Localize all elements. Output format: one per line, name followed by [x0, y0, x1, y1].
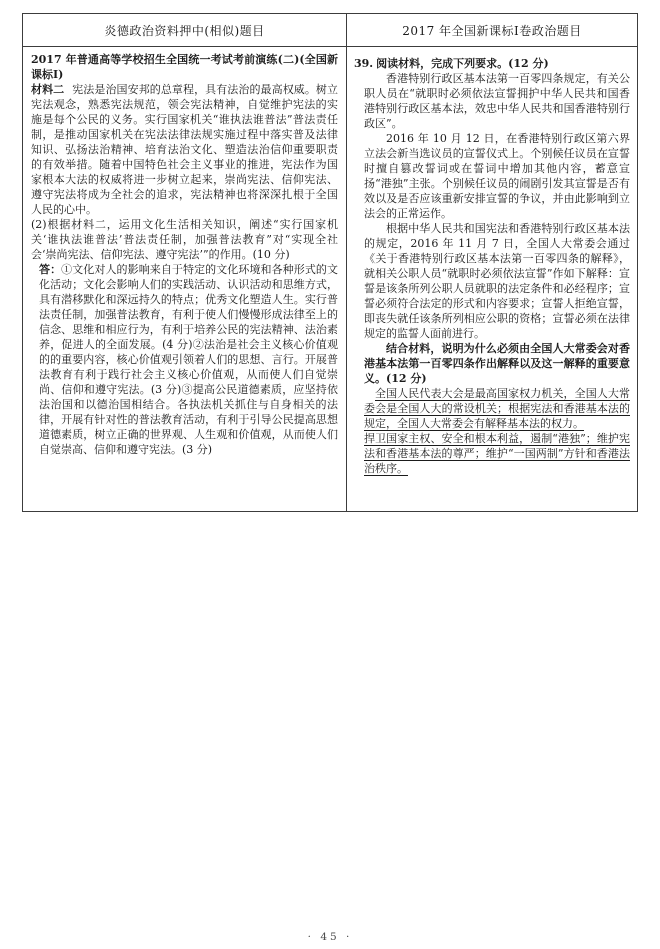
exam-title: 2017 年普通高等学校招生全国统一考试考前演练(二)(全国新课标Ⅰ) [31, 53, 338, 81]
question-39-heading [354, 56, 630, 71]
material-paragraph-1: 香港特别行政区基本法第一百零四条规定，有关公职人员在“就职时必须依法宣誓拥护中华人民共和国香港特别行政区基本法，效忠中华人民共和国香港特别行政区”。 [364, 72, 630, 130]
material-label: 材料二 [31, 83, 65, 96]
table-header-row [23, 14, 637, 47]
header-cell-national-exam: 2017 年全国新课标Ⅰ卷政治题目 [402, 23, 582, 38]
table-body-row [23, 47, 637, 511]
underlined-answer-1: 全国人民代表大会是最高国家权力机关，全国人大常委会是全国人大的常设机关；根据宪法和香港基本法的规定，全国人大常委会有解释基本法的权力。 [364, 387, 630, 430]
material-paragraph [31, 82, 338, 217]
comparison-table [22, 13, 638, 512]
header-cell-similar-questions: 炎德政治资料押中(相似)题目 [23, 14, 347, 46]
question-number: 39. [354, 57, 374, 70]
page-number: · 45 · [307, 931, 353, 943]
answer-text: ①文化对人的影响来自于特定的文化环境和各种形式的文化活动；文化会影响人们的实践活动、认识活动和思维方式，具有潜移默化和深远持久的特点；优秀文化塑造人生。实行普法责任制，加强普法教育，有利于使人们慢慢形成法律至上的信念、思维和相应行为，有利于培养公民的宪法精神、法治素养，促进人的全面发展。(4 分)②法治是社会主义核心价值观的的重要内容，核心价值观引领着人们的思想、言行。开展普法教育有利于践行社会主义核心价值观，从而使人们自觉崇尚、信仰和遵守宪法。(3 分)③提高公民道德素质，应坚持依法治国和以德治国相结合。各执法机关抓住与自身相关的法律，开展有针对性的普法教育活动，有利于引导公民提高思想道德素质，树立正确的世界观、人生观和价值观，从而使人们自觉崇高、信仰和遵守宪法。(3 分) [39, 263, 339, 456]
material-paragraph-2: 2016 年 10 月 12 日，在香港特别行政区第六界立法会新当选议员的宣誓仪式上。个别候任议员在宣誓时擅自篡改誓词或在誓词中增加其他内容，蓄意宣扬“港独”主张。个别候任议员的闹剧引发其宣誓是否有效以及是否应该重新安排宣誓的争议，并由此影响到立法会的正常运作。 [364, 132, 630, 220]
material-text: 宪法是治国安邦的总章程，具有法治的最高权威。树立宪法观念，熟悉宪法规范，领会宪法精神，自觉维护宪法的实施是每个公民的义务。实行国家机关“谁执法谁普法”普法责任制，是推动国家机关在宪法法律法规实施过程中落实普及法律知识、弘扬法治精神、培育法治文化、塑造法治信仰重要职责的有效举措。随着中国特色社会主义事业的推进，宪法作为国家根本大法的权威将进一步树立起来，崇尚宪法、信仰宪法、遵守宪法将成为全社会的追求，宪法精神也将深深扎根于全国人民的心中。 [31, 83, 339, 216]
task-paragraph: 结合材料，说明为什么必须由全国人大常委会对香港基本法第一百零四条作出解释以及这一解释的重要意义。(12 分) [364, 342, 630, 385]
underlined-answer-2: 捍卫国家主权、安全和根本利益，遏制“港独”；维护宪法和香港基本法的尊严；维护“一国两制”方针和香港法治秩序。 [364, 432, 630, 475]
question-paragraph: (2)根据材料二，运用文化生活相关知识，阐述“实行国家机关‘谁执法谁普法’普法责任制，加强普法教育”对“实现全社会‘崇尚宪法、信仰宪法、遵守宪法’”的作用。(10 分) [31, 218, 338, 261]
answer-paragraph [39, 262, 338, 457]
answer-label: 答： [39, 263, 62, 276]
question-intro: 阅读材料，完成下列要求。(12 分) [376, 57, 549, 70]
left-column-cell [23, 47, 347, 511]
right-column-cell [347, 47, 637, 511]
material-paragraph-3: 根据中华人民共和国宪法和香港特别行政区基本法的规定，2016 年 11 月 7 日，全国人大常委会通过《关于香港特别行政区基本法第一百零四条的解释》，就相关公职人员“就职时必须依法宣誓”作如下解释：宣誓是该条所列公职人员就职的法定条件和必经程序；宣誓必须符合法定的形式和内容要求；宣誓人拒绝宣誓，即丧失就任该条所列相应公职的资格；宣誓必须在法律规定的监誓人面前进行。 [364, 222, 630, 340]
